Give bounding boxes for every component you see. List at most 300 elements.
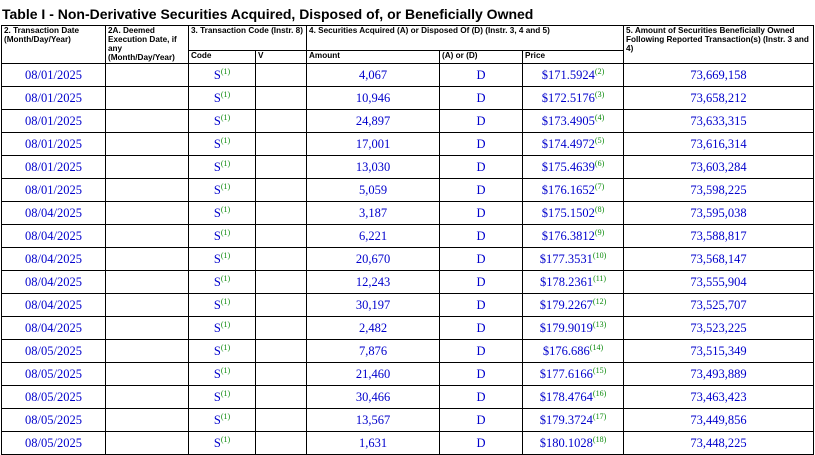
cell-deemed-execution-date: [106, 271, 189, 294]
table-title: Table I - Non-Derivative Securities Acquired, Disposed of, or Beneficially Owned: [2, 6, 534, 22]
a-or-d: D: [476, 137, 486, 151]
amount: 13,030: [355, 160, 391, 174]
cell-transaction-code: [189, 248, 256, 271]
transaction-code: S: [213, 114, 221, 128]
transaction-code: S: [213, 298, 221, 312]
cell-amount: [307, 340, 440, 363]
amount-owned: 73,523,225: [690, 321, 747, 335]
cell-amount-owned: [624, 248, 814, 271]
amount-owned: 73,598,225: [690, 183, 747, 197]
transaction-code: S: [213, 183, 221, 197]
transaction-date: 08/04/2025: [25, 298, 82, 312]
cell-amount-owned: [624, 202, 814, 225]
code-footnote: (1): [220, 228, 231, 237]
code-footnote: (1): [220, 320, 231, 329]
cell-amount-owned: [624, 363, 814, 386]
cell-transaction-code: [189, 64, 256, 87]
cell-deemed-execution-date: [106, 64, 189, 87]
transaction-date: 08/05/2025: [25, 344, 82, 358]
cell-amount: [307, 64, 440, 87]
cell-v: [256, 133, 307, 156]
cell-transaction-code: [189, 317, 256, 340]
cell-amount: [307, 363, 440, 386]
amount-owned: 73,515,349: [690, 344, 747, 358]
amount-owned: 73,525,707: [690, 298, 747, 312]
amount: 13,567: [355, 413, 391, 427]
cell-transaction-date: [2, 248, 106, 271]
price-footnote: (13): [592, 320, 607, 329]
cell-transaction-code: [189, 133, 256, 156]
code-footnote: (1): [220, 366, 231, 375]
a-or-d: D: [476, 68, 486, 82]
price-footnote: (12): [592, 297, 607, 306]
cell-amount-owned: [624, 432, 814, 455]
subheader-v: V: [256, 51, 307, 64]
a-or-d: D: [476, 114, 486, 128]
cell-amount: [307, 432, 440, 455]
subheader-a-or-d: (A) or (D): [440, 51, 523, 64]
transaction-date: 08/01/2025: [25, 68, 82, 82]
price: $179.3724: [539, 413, 593, 427]
transaction-code: S: [213, 367, 221, 381]
table-row: [2, 317, 814, 340]
code-footnote: (1): [220, 343, 231, 352]
price: $171.5924: [541, 68, 595, 82]
cell-v: [256, 179, 307, 202]
a-or-d: D: [476, 229, 486, 243]
cell-price: [523, 317, 624, 340]
amount: 30,466: [355, 390, 391, 404]
cell-a-or-d: [440, 87, 523, 110]
cell-transaction-code: [189, 225, 256, 248]
cell-deemed-execution-date: [106, 248, 189, 271]
cell-price: [523, 133, 624, 156]
cell-amount-owned: [624, 110, 814, 133]
cell-transaction-code: [189, 179, 256, 202]
price-footnote: (6): [594, 159, 605, 168]
price-footnote: (2): [594, 67, 605, 76]
cell-transaction-code: [189, 87, 256, 110]
cell-amount: [307, 156, 440, 179]
cell-transaction-code: [189, 294, 256, 317]
amount-owned: 73,633,315: [690, 114, 747, 128]
price: $177.6166: [539, 367, 593, 381]
cell-a-or-d: [440, 363, 523, 386]
cell-amount: [307, 225, 440, 248]
subheader-code: Code: [189, 51, 256, 64]
amount-owned: 73,448,225: [690, 436, 747, 450]
cell-transaction-code: [189, 386, 256, 409]
cell-a-or-d: [440, 225, 523, 248]
a-or-d: D: [476, 390, 486, 404]
table-row: [2, 179, 814, 202]
a-or-d: D: [476, 160, 486, 174]
cell-transaction-date: [2, 225, 106, 248]
transaction-code: S: [213, 68, 221, 82]
code-footnote: (1): [220, 159, 231, 168]
a-or-d: D: [476, 275, 486, 289]
cell-a-or-d: [440, 110, 523, 133]
price: $175.1502: [541, 206, 595, 220]
transaction-code: S: [213, 275, 221, 289]
amount: 1,631: [358, 436, 388, 450]
cell-price: [523, 202, 624, 225]
a-or-d: D: [476, 436, 486, 450]
price: $176.1652: [541, 183, 595, 197]
price: $175.4639: [541, 160, 595, 174]
amount: 5,059: [358, 183, 388, 197]
cell-price: [523, 64, 624, 87]
amount: 24,897: [355, 114, 391, 128]
cell-amount: [307, 386, 440, 409]
transaction-date: 08/01/2025: [25, 114, 82, 128]
transaction-code: S: [213, 206, 221, 220]
transaction-date: 08/05/2025: [25, 390, 82, 404]
amount-owned: 73,669,158: [690, 68, 747, 82]
transaction-code: S: [213, 344, 221, 358]
code-footnote: (1): [220, 412, 231, 421]
code-footnote: (1): [220, 435, 231, 444]
amount: 7,876: [358, 344, 388, 358]
table-row: [2, 110, 814, 133]
cell-a-or-d: [440, 133, 523, 156]
cell-deemed-execution-date: [106, 225, 189, 248]
transaction-code: S: [213, 413, 221, 427]
cell-transaction-date: [2, 340, 106, 363]
cell-a-or-d: [440, 386, 523, 409]
price: $179.9019: [539, 321, 593, 335]
price-footnote: (17): [592, 412, 607, 421]
cell-v: [256, 225, 307, 248]
price-footnote: (10): [592, 251, 607, 260]
cell-deemed-execution-date: [106, 317, 189, 340]
cell-amount-owned: [624, 133, 814, 156]
amount: 3,187: [358, 206, 388, 220]
cell-v: [256, 409, 307, 432]
cell-transaction-date: [2, 409, 106, 432]
code-footnote: (1): [220, 182, 231, 191]
cell-price: [523, 110, 624, 133]
cell-deemed-execution-date: [106, 294, 189, 317]
cell-price: [523, 179, 624, 202]
cell-transaction-date: [2, 110, 106, 133]
transaction-date: 08/04/2025: [25, 252, 82, 266]
cell-amount: [307, 179, 440, 202]
cell-transaction-code: [189, 110, 256, 133]
cell-price: [523, 386, 624, 409]
price: $176.686: [542, 344, 590, 358]
cell-price: [523, 432, 624, 455]
cell-amount-owned: [624, 317, 814, 340]
cell-deemed-execution-date: [106, 156, 189, 179]
cell-v: [256, 271, 307, 294]
cell-v: [256, 386, 307, 409]
cell-transaction-code: [189, 271, 256, 294]
table-row: [2, 248, 814, 271]
cell-amount-owned: [624, 294, 814, 317]
price-footnote: (14): [589, 343, 604, 352]
cell-v: [256, 317, 307, 340]
price-footnote: (8): [594, 205, 605, 214]
cell-transaction-date: [2, 271, 106, 294]
cell-a-or-d: [440, 317, 523, 340]
transaction-date: 08/04/2025: [25, 206, 82, 220]
cell-price: [523, 156, 624, 179]
cell-a-or-d: [440, 64, 523, 87]
cell-amount-owned: [624, 179, 814, 202]
amount-owned: 73,568,147: [690, 252, 747, 266]
a-or-d: D: [476, 252, 486, 266]
code-footnote: (1): [220, 274, 231, 283]
transaction-date: 08/05/2025: [25, 413, 82, 427]
table-row: [2, 432, 814, 455]
table-row: [2, 386, 814, 409]
cell-v: [256, 363, 307, 386]
cell-transaction-code: [189, 340, 256, 363]
cell-transaction-code: [189, 432, 256, 455]
amount: 10,946: [355, 91, 391, 105]
a-or-d: D: [476, 367, 486, 381]
subheader-price: Price: [523, 51, 624, 64]
transaction-code: S: [213, 160, 221, 174]
amount-owned: 73,449,856: [690, 413, 747, 427]
transaction-date: 08/04/2025: [25, 229, 82, 243]
cell-amount-owned: [624, 386, 814, 409]
cell-amount-owned: [624, 271, 814, 294]
cell-a-or-d: [440, 432, 523, 455]
transaction-date: 08/01/2025: [25, 91, 82, 105]
cell-price: [523, 271, 624, 294]
code-footnote: (1): [220, 90, 231, 99]
header-amount-owned: 5. Amount of Securities Beneficially Owned Following Reported Transaction(s) (Instr. 3 and 4): [624, 26, 814, 64]
cell-amount: [307, 294, 440, 317]
cell-deemed-execution-date: [106, 87, 189, 110]
cell-transaction-date: [2, 64, 106, 87]
amount-owned: 73,595,038: [690, 206, 747, 220]
cell-transaction-date: [2, 179, 106, 202]
code-footnote: (1): [220, 136, 231, 145]
a-or-d: D: [476, 91, 486, 105]
cell-amount-owned: [624, 225, 814, 248]
price-footnote: (4): [594, 113, 605, 122]
a-or-d: D: [476, 298, 486, 312]
price: $177.3531: [539, 252, 593, 266]
cell-amount: [307, 317, 440, 340]
cell-a-or-d: [440, 202, 523, 225]
table-row: [2, 133, 814, 156]
amount-owned: 73,493,889: [690, 367, 747, 381]
code-footnote: (1): [220, 205, 231, 214]
amount: 17,001: [355, 137, 391, 151]
amount: 12,243: [355, 275, 391, 289]
amount-owned: 73,616,314: [690, 137, 747, 151]
cell-deemed-execution-date: [106, 386, 189, 409]
cell-a-or-d: [440, 156, 523, 179]
cell-a-or-d: [440, 294, 523, 317]
cell-amount: [307, 271, 440, 294]
code-footnote: (1): [220, 389, 231, 398]
transaction-date: 08/01/2025: [25, 183, 82, 197]
header-transaction-code: 3. Transaction Code (Instr. 8): [189, 26, 307, 51]
code-footnote: (1): [220, 67, 231, 76]
amount: 30,197: [355, 298, 391, 312]
cell-price: [523, 87, 624, 110]
cell-transaction-date: [2, 294, 106, 317]
price-footnote: (16): [592, 389, 607, 398]
cell-v: [256, 87, 307, 110]
a-or-d: D: [476, 344, 486, 358]
table-row: [2, 156, 814, 179]
amount: 2,482: [358, 321, 388, 335]
amount-owned: 73,588,817: [690, 229, 747, 243]
price-footnote: (18): [592, 435, 607, 444]
transaction-date: 08/01/2025: [25, 137, 82, 151]
cell-transaction-date: [2, 317, 106, 340]
price: $178.2361: [539, 275, 594, 289]
cell-amount-owned: [624, 409, 814, 432]
cell-transaction-code: [189, 156, 256, 179]
cell-deemed-execution-date: [106, 133, 189, 156]
price: $172.5176: [541, 91, 595, 105]
cell-amount: [307, 87, 440, 110]
header-deemed-execution-date: 2A. Deemed Execution Date, if any (Month/Day/Year): [106, 26, 189, 64]
code-footnote: (1): [220, 251, 231, 260]
a-or-d: D: [476, 183, 486, 197]
amount: 6,221: [358, 229, 388, 243]
cell-price: [523, 363, 624, 386]
a-or-d: D: [476, 206, 486, 220]
cell-deemed-execution-date: [106, 409, 189, 432]
price: $176.3812: [541, 229, 595, 243]
table-row: [2, 271, 814, 294]
cell-deemed-execution-date: [106, 363, 189, 386]
amount-owned: 73,463,423: [690, 390, 747, 404]
cell-price: [523, 294, 624, 317]
price-footnote: (3): [594, 90, 605, 99]
price: $180.1028: [539, 436, 593, 450]
transaction-date: 08/05/2025: [25, 436, 82, 450]
transaction-code: S: [213, 91, 221, 105]
cell-v: [256, 248, 307, 271]
table-row: [2, 363, 814, 386]
amount-owned: 73,603,284: [690, 160, 747, 174]
cell-amount: [307, 409, 440, 432]
cell-transaction-date: [2, 386, 106, 409]
table-row: [2, 225, 814, 248]
transaction-date: 08/01/2025: [25, 160, 82, 174]
cell-transaction-code: [189, 409, 256, 432]
transaction-date: 08/04/2025: [25, 275, 82, 289]
cell-deemed-execution-date: [106, 340, 189, 363]
price-footnote: (11): [593, 274, 607, 283]
amount-owned: 73,658,212: [690, 91, 747, 105]
cell-amount-owned: [624, 87, 814, 110]
cell-amount: [307, 110, 440, 133]
table-row: [2, 340, 814, 363]
price-footnote: (5): [594, 136, 605, 145]
cell-v: [256, 64, 307, 87]
price: $179.2267: [539, 298, 593, 312]
transaction-code: S: [213, 436, 221, 450]
price: $178.4764: [539, 390, 593, 404]
a-or-d: D: [476, 321, 486, 335]
cell-v: [256, 110, 307, 133]
cell-deemed-execution-date: [106, 110, 189, 133]
price-footnote: (9): [594, 228, 605, 237]
price-footnote: (7): [594, 182, 605, 191]
cell-transaction-date: [2, 432, 106, 455]
table-row: [2, 64, 814, 87]
amount: 20,670: [355, 252, 391, 266]
non-derivative-table: [1, 25, 814, 455]
cell-a-or-d: [440, 179, 523, 202]
amount: 4,067: [358, 68, 388, 82]
cell-amount-owned: [624, 340, 814, 363]
cell-transaction-date: [2, 87, 106, 110]
cell-transaction-date: [2, 133, 106, 156]
price: $173.4905: [541, 114, 595, 128]
cell-transaction-date: [2, 202, 106, 225]
transaction-code: S: [213, 390, 221, 404]
transaction-code: S: [213, 229, 221, 243]
amount-owned: 73,555,904: [690, 275, 747, 289]
cell-transaction-date: [2, 363, 106, 386]
table-row: [2, 294, 814, 317]
price-footnote: (15): [592, 366, 607, 375]
cell-a-or-d: [440, 271, 523, 294]
subheader-amount: Amount: [307, 51, 440, 64]
cell-transaction-date: [2, 156, 106, 179]
cell-v: [256, 202, 307, 225]
table-row: [2, 409, 814, 432]
transaction-code: S: [213, 321, 221, 335]
cell-transaction-code: [189, 363, 256, 386]
cell-amount: [307, 202, 440, 225]
cell-a-or-d: [440, 340, 523, 363]
cell-amount-owned: [624, 156, 814, 179]
cell-amount: [307, 133, 440, 156]
table-row: [2, 202, 814, 225]
price: $174.4972: [541, 137, 595, 151]
a-or-d: D: [476, 413, 486, 427]
cell-price: [523, 409, 624, 432]
cell-v: [256, 294, 307, 317]
cell-v: [256, 432, 307, 455]
cell-v: [256, 340, 307, 363]
cell-price: [523, 340, 624, 363]
transaction-date: 08/05/2025: [25, 367, 82, 381]
cell-a-or-d: [440, 409, 523, 432]
cell-deemed-execution-date: [106, 432, 189, 455]
cell-a-or-d: [440, 248, 523, 271]
transaction-code: S: [213, 252, 221, 266]
cell-price: [523, 248, 624, 271]
cell-v: [256, 156, 307, 179]
header-securities-acquired-disposed: 4. Securities Acquired (A) or Disposed Of (D) (Instr. 3, 4 and 5): [307, 26, 624, 51]
transaction-code: S: [213, 137, 221, 151]
cell-transaction-code: [189, 202, 256, 225]
cell-deemed-execution-date: [106, 202, 189, 225]
cell-deemed-execution-date: [106, 179, 189, 202]
header-transaction-date: 2. Transaction Date (Month/Day/Year): [2, 26, 106, 64]
cell-price: [523, 225, 624, 248]
cell-amount: [307, 248, 440, 271]
cell-amount-owned: [624, 64, 814, 87]
table-row: [2, 87, 814, 110]
code-footnote: (1): [220, 113, 231, 122]
amount: 21,460: [355, 367, 391, 381]
code-footnote: (1): [220, 297, 231, 306]
